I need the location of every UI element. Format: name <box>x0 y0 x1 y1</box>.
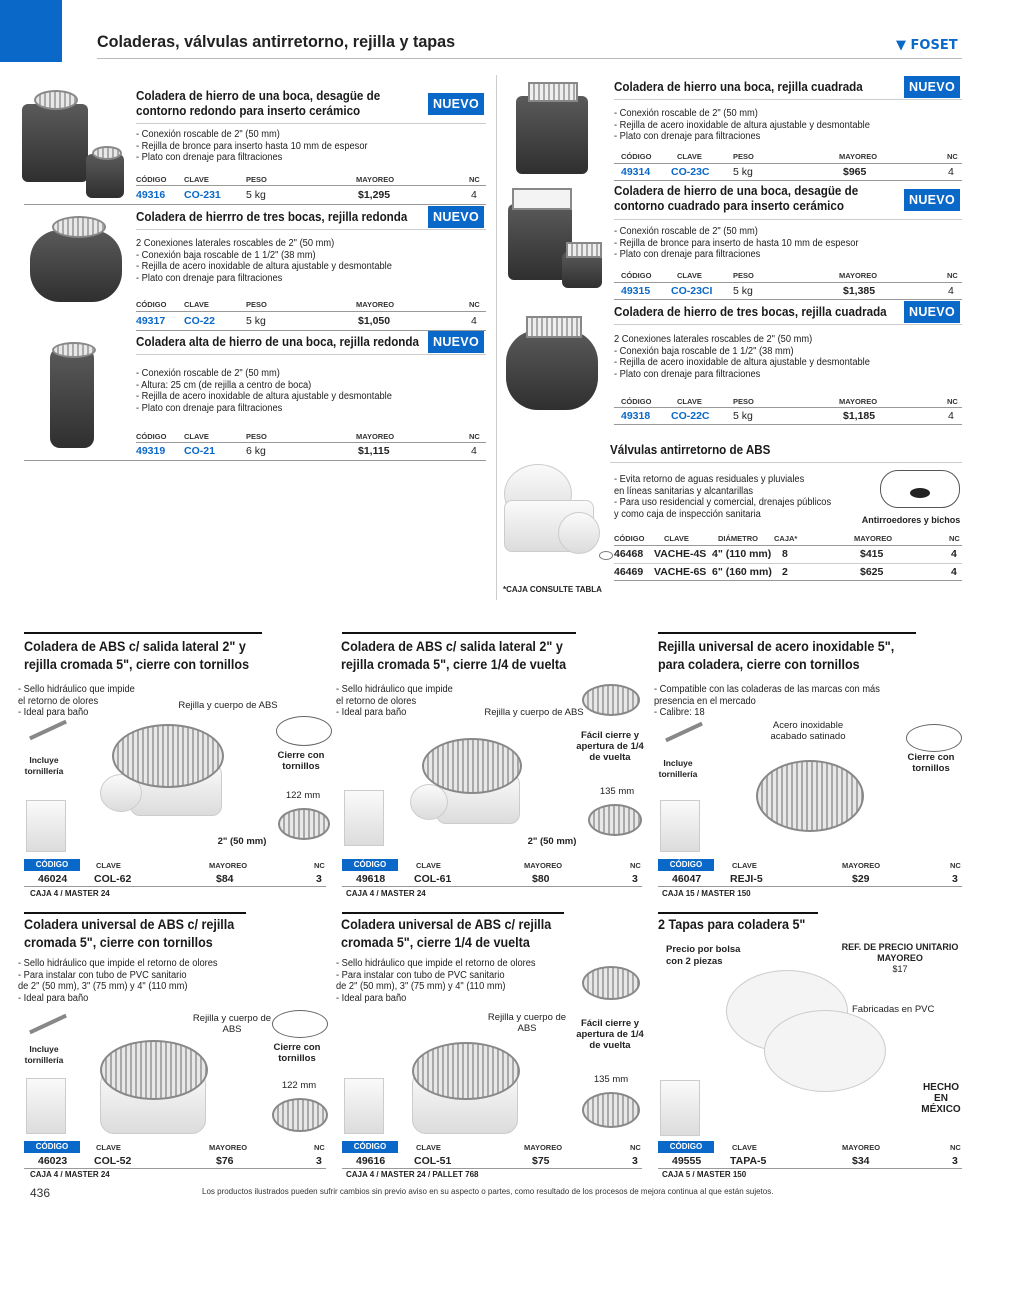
block-rule <box>658 632 916 634</box>
divider <box>658 1168 962 1169</box>
product-image-49317 <box>24 210 129 320</box>
divider <box>342 886 642 887</box>
grate-icon <box>92 146 122 160</box>
header-divider <box>97 58 962 59</box>
divider <box>136 311 486 312</box>
grate-icon <box>278 808 330 840</box>
valvulas-title: Válvulas antirretorno de ABS <box>610 443 771 457</box>
divider <box>24 204 486 205</box>
divider <box>614 424 962 425</box>
price-note <box>666 944 740 968</box>
grate-icon <box>526 316 582 338</box>
dimension-label: 2" (50 mm) <box>217 836 267 847</box>
caja-master: CAJA 4 / MASTER 24 / PALLET 768 <box>346 1170 479 1179</box>
code-header: CÓDIGO <box>658 859 714 871</box>
code-header: CÓDIGO <box>342 1141 398 1153</box>
table-row: 49319 CO-21 6 kg $1,115 4 <box>136 445 477 457</box>
table-row: 46469 VACHE-6S 6" (160 mm) 2 $625 4 <box>614 566 957 578</box>
dimension-label: 135 mm <box>599 786 635 797</box>
page-number: 436 <box>30 1186 51 1200</box>
product-image-49314 <box>506 78 601 178</box>
package-icon <box>660 1080 700 1136</box>
product-bullets: - Conexión roscable de 2" (50 mm) - Rejilla de bronce para inserto hasta 10 mm de espesor - Plato con drenaje para filtraciones <box>136 129 368 164</box>
table-header: CLAVE MAYOREO NC <box>416 1143 641 1152</box>
divider <box>136 185 486 186</box>
drain-body-icon <box>506 330 598 410</box>
table-row: 49316 CO-231 5 kg $1,295 4 <box>136 189 477 201</box>
product-title: Coladera alta de hierro de una boca, rejilla redonda <box>136 335 419 349</box>
grate-icon <box>756 760 864 832</box>
table-row: 46468 VACHE-4S 4" (110 mm) 8 $415 4 <box>614 548 957 560</box>
divider <box>136 442 486 443</box>
product-image-49318 <box>502 310 606 420</box>
label-rejilla: Rejilla y cuerpo de ABS <box>487 1012 567 1034</box>
table-header: CLAVE MAYOREO NC <box>732 861 961 870</box>
grate-icon <box>422 738 522 794</box>
product-title: Rejilla universal de acero inoxidable 5", para coladera, cierre con tornillos <box>658 639 895 672</box>
divider <box>614 407 962 408</box>
ring-icon <box>272 1010 328 1038</box>
label-cierre: Cierre con tornillos <box>277 750 325 772</box>
product-bullets: 2 Conexiones laterales roscables de 2" (50 mm) - Conexión baja roscable de 1 1/2" (38 mm) - Rejilla de acero inoxidable de altura ajustable y desmontable - Plato con drenaje para filtraciones <box>136 238 392 284</box>
product-image-46023 <box>90 1040 210 1136</box>
divider <box>614 219 962 220</box>
label-cierre: Fácil cierre y apertura de 1/4 de vuelta <box>576 730 644 763</box>
package-icon <box>26 800 66 852</box>
product-bullets: - Sello hidráulico que impide el retorno de olores - Ideal para baño <box>336 684 453 719</box>
grate-icon <box>100 1040 208 1100</box>
divider <box>614 563 962 564</box>
code-header: CÓDIGO <box>24 859 80 871</box>
screw-icon <box>28 720 68 740</box>
screw-icon <box>664 722 704 742</box>
table-row: 49555 TAPA-5 $34 3 <box>672 1155 958 1167</box>
package-icon <box>344 1078 384 1134</box>
divider <box>24 460 486 461</box>
rodent-illustration <box>876 466 962 514</box>
grate-icon <box>582 1092 640 1128</box>
page-title: Coladeras, válvulas antirretorno, rejilla y tapas <box>97 32 456 51</box>
caja-master: CAJA 5 / MASTER 150 <box>662 1170 747 1179</box>
table-header: CLAVE MAYOREO NC <box>96 1143 325 1152</box>
drain-body-icon <box>516 96 588 174</box>
caja-master: CAJA 4 / MASTER 24 <box>30 889 110 898</box>
label-cierre: Cierre con tornillos <box>273 1042 321 1064</box>
grate-icon <box>528 82 578 102</box>
table-header: CÓDIGO CLAVE PESO MAYOREO NC <box>136 432 480 441</box>
outlet-icon <box>410 784 448 820</box>
dimension-label: 122 mm <box>285 790 321 801</box>
section-tab <box>0 0 62 62</box>
ring-icon <box>906 724 962 752</box>
label-tornilleria: Incluye tornillería <box>24 1044 64 1065</box>
grate-icon <box>582 684 640 716</box>
brand-logo-text: FOSET <box>910 38 958 53</box>
product-bullets: - Sello hidráulico que impide el retorno de olores - Para instalar con tubo de PVC sanitario de 2" (50 mm), 3" (75 mm) y 4" (110 mm) - Ideal para baño <box>18 958 218 1004</box>
table-header: CÓDIGO CLAVE PESO MAYOREO NC <box>136 175 480 184</box>
product-bullets: - Conexión roscable de 2" (50 mm) - Rejilla de acero inoxidable de altura ajustable y desmontable - Plato con drenaje para filtraciones <box>614 108 870 143</box>
grate-icon <box>34 90 78 110</box>
product-bullets: 2 Conexiones laterales roscables de 2" (50 mm) - Conexión baja roscable de 1 1/2" (38 mm) - Rejilla de acero inoxidable de altura ajustable y desmontable - Plato con drenaje para filtraciones <box>614 334 870 380</box>
product-image-49316 <box>18 82 133 200</box>
callout-label: Antirroedores y bichos <box>861 515 961 525</box>
caja-master: CAJA 4 / MASTER 24 <box>30 1170 110 1179</box>
label-tornilleria: Incluye tornillería <box>658 758 698 779</box>
divider <box>658 886 962 887</box>
grate-icon <box>582 966 640 1000</box>
product-title: Coladera de ABS c/ salida lateral 2" y rejilla cromada 5", cierre con tornillos <box>24 639 250 672</box>
divider <box>610 462 962 463</box>
divider <box>614 163 962 164</box>
table-row: 49318 CO-22C 5 kg $1,185 4 <box>621 410 954 422</box>
label-rejilla: Rejilla y cuerpo de ABS <box>178 700 278 711</box>
product-title: Coladera de hierro una boca, rejilla cuadrada <box>614 80 863 94</box>
drain-body-icon <box>30 230 122 302</box>
label-acero: Acero inoxidable acabado satinado <box>770 720 846 742</box>
drain-body-icon <box>86 154 124 198</box>
label-pvc: Fabricadas en PVC <box>852 1004 935 1015</box>
table-header: CÓDIGO CLAVE PESO MAYOREO NC <box>621 397 958 406</box>
drain-body-icon <box>50 348 94 448</box>
new-badge: NUEVO <box>904 301 960 323</box>
product-bullets: - Compatible con las coladeras de las marcas con más presencia en el mercado - Calibre: 18 <box>654 684 880 719</box>
caja-master: CAJA 4 / MASTER 24 <box>346 889 426 898</box>
divider <box>614 545 962 546</box>
product-title: Coladera de hierrro de tres bocas, rejilla redonda <box>136 210 408 224</box>
table-row: 46023 COL-52 $76 3 <box>38 1155 322 1167</box>
hecho-en-mexico-logo: HECHO EN MÉXICO <box>921 1082 961 1115</box>
product-title: Coladera universal de ABS c/ rejilla cromada 5", cierre 1/4 de vuelta <box>341 917 552 950</box>
new-badge: NUEVO <box>428 93 484 115</box>
dimension-label: 135 mm <box>593 1074 629 1085</box>
divider <box>614 180 962 181</box>
column-divider <box>496 75 497 600</box>
table-header: CÓDIGO CLAVE PESO MAYOREO NC <box>136 300 480 309</box>
package-icon <box>26 1078 66 1134</box>
unit-price-ref: REF. DE PRECIO UNITARIO MAYOREO $17 <box>841 942 959 974</box>
screw-shaft-icon <box>665 722 703 743</box>
dimension-label: 122 mm <box>281 1080 317 1091</box>
rat-icon <box>910 488 930 498</box>
valve-image <box>500 460 605 570</box>
package-icon <box>660 800 700 852</box>
product-bullets: - Sello hidráulico que impide el retorno de olores - Para instalar con tubo de PVC sanitario de 2" (50 mm), 3" (75 mm) y 4" (110 mm) - Ideal para baño <box>336 958 536 1004</box>
grate-icon <box>52 216 106 238</box>
divider <box>614 324 962 325</box>
product-title: Coladera universal de ABS c/ rejilla cromada 5", cierre con tornillos <box>24 917 235 950</box>
table-row: 46047 REJI-5 $29 3 <box>672 873 958 885</box>
grate-icon <box>588 804 642 836</box>
product-bullets: - Conexión roscable de 2" (50 mm) - Rejilla de bronce para inserto de hasta 10 mm de espesor - Plato con drenaje para filtraciones <box>614 226 859 261</box>
product-title: Coladera de hierro de una boca, desagüe de contorno cuadrado para inserto cerámico <box>614 184 859 213</box>
grate-icon <box>512 188 572 210</box>
product-image-49616 <box>402 1042 522 1136</box>
valvulas-bullets: - Evita retorno de aguas residuales y pluviales en líneas sanitarias y alcantarillas - Para uso residencial y comercial, drenajes públicos y como caja de inspección sanitaria <box>614 474 832 520</box>
product-bullets: - Sello hidráulico que impide el retorno de olores - Ideal para baño <box>18 684 135 719</box>
drain-body-icon <box>22 104 88 182</box>
caja-master: CAJA 15 / MASTER 150 <box>662 889 751 898</box>
screw-shaft-icon <box>29 1014 67 1035</box>
product-title: Coladera de ABS c/ salida lateral 2" y rejilla cromada 5", cierre 1/4 de vuelta <box>341 639 567 672</box>
package-icon <box>344 790 384 846</box>
code-header: CÓDIGO <box>342 859 398 871</box>
divider <box>614 99 962 100</box>
divider <box>136 229 486 230</box>
brand-logo: ▼ FOSET <box>896 38 958 53</box>
divider <box>342 1168 642 1169</box>
price-note-line: Precio por bolsa <box>666 944 741 955</box>
table-header: CÓDIGO CLAVE PESO MAYOREO NC <box>621 152 958 161</box>
table-row: 49616 COL-51 $75 3 <box>356 1155 638 1167</box>
block-rule <box>342 912 564 914</box>
divider <box>24 1168 326 1169</box>
screw-icon <box>28 1014 68 1034</box>
eye-icon <box>599 551 613 560</box>
block-rule <box>658 912 818 914</box>
divider <box>24 886 326 887</box>
grate-icon <box>272 1098 328 1132</box>
grate-icon <box>52 342 96 358</box>
new-badge: NUEVO <box>904 189 960 211</box>
table-row: 46024 COL-62 $84 3 <box>38 873 322 885</box>
label-cierre: Cierre con tornillos <box>907 752 955 774</box>
price-note-line: con 2 piezas <box>666 956 723 967</box>
label-cierre: Fácil cierre y apertura de 1/4 de vuelta <box>576 1018 644 1051</box>
caja-note: *CAJA CONSULTE TABLA <box>503 585 602 594</box>
code-header: CÓDIGO <box>24 1141 80 1153</box>
divider <box>614 580 962 581</box>
table-header: CÓDIGO CLAVE PESO MAYOREO NC <box>621 271 958 280</box>
new-badge: NUEVO <box>428 206 484 228</box>
table-row: 49317 CO-22 5 kg $1,050 4 <box>136 315 477 327</box>
table-row: 49314 CO-23C 5 kg $965 4 <box>621 166 954 178</box>
block-rule <box>24 632 262 634</box>
product-title: Coladera de hierro de tres bocas, rejilla cuadrada <box>614 305 887 319</box>
divider <box>614 299 962 300</box>
product-title: Coladera de hierro de una boca, desagüe de contorno redondo para inserto cerámico <box>136 89 381 118</box>
block-rule <box>24 912 246 914</box>
table-row: 49618 COL-61 $80 3 <box>356 873 638 885</box>
product-image-49319 <box>40 336 115 451</box>
label-rejilla: Rejilla y cuerpo de ABS <box>484 707 584 718</box>
divider <box>136 354 486 355</box>
table-header: CLAVE MAYOREO NC <box>416 861 641 870</box>
new-badge: NUEVO <box>904 76 960 98</box>
label-rejilla: Rejilla y cuerpo de ABS <box>192 1013 272 1035</box>
table-header: CÓDIGO CLAVE DIÁMETRO CAJA* MAYOREO NC <box>614 534 960 543</box>
product-image-49315 <box>502 182 608 292</box>
product-title: 2 Tapas para coladera 5" <box>658 917 806 932</box>
product-image-46024 <box>100 724 225 824</box>
product-image-49618 <box>410 738 520 830</box>
screw-shaft-icon <box>29 720 67 741</box>
table-header: CLAVE MAYOREO NC <box>732 1143 961 1152</box>
table-row: 49315 CO-23CI 5 kg $1,385 4 <box>621 285 954 297</box>
product-bullets: - Conexión roscable de 2" (50 mm) - Altura: 25 cm (de rejilla a centro de boca) - Rejilla de acero inoxidable de altura ajustable y desmontable - Plato con drenaje para filtraciones <box>136 368 392 414</box>
table-header: CLAVE MAYOREO NC <box>96 861 325 870</box>
grate-icon <box>112 724 224 788</box>
dimension-label: 2" (50 mm) <box>527 836 577 847</box>
grate-icon <box>566 242 602 258</box>
label-tornilleria: Incluye tornillería <box>24 755 64 776</box>
grate-icon <box>412 1042 520 1100</box>
divider <box>136 123 486 124</box>
block-rule <box>342 632 576 634</box>
disclaimer: Los productos ilustrados pueden sufrir cambios sin previo aviso en su aspecto o partes, como resultado de los procesos de mejora continua al que están sujetos. <box>202 1187 774 1196</box>
new-badge: NUEVO <box>428 331 484 353</box>
cap-icon <box>764 1010 886 1092</box>
divider <box>614 282 962 283</box>
code-header: CÓDIGO <box>658 1141 714 1153</box>
valve-outlet-icon <box>558 512 600 554</box>
ring-icon <box>276 716 332 746</box>
